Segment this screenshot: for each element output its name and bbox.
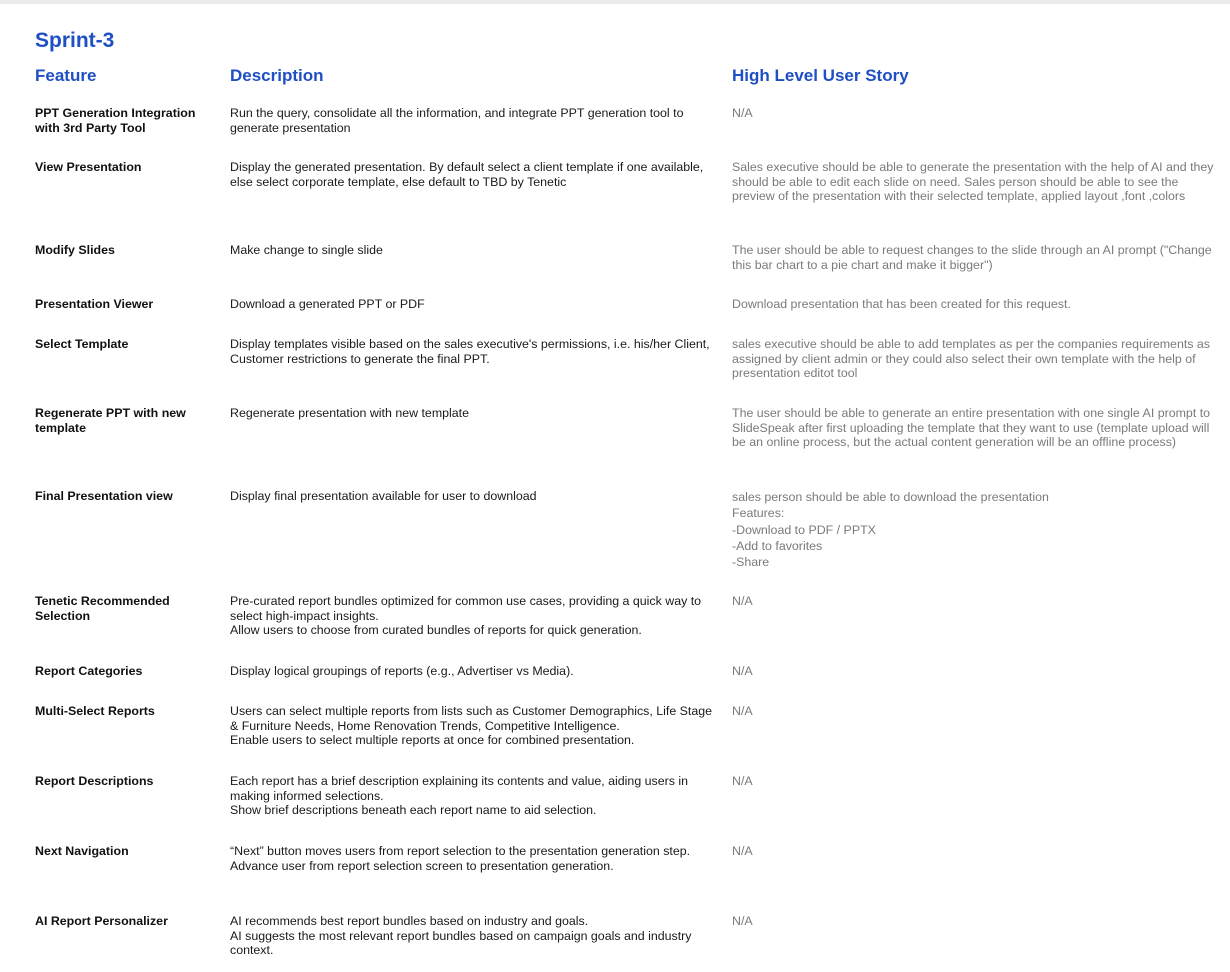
description-cell (230, 406, 732, 489)
feature-cell: Multi-Select Reports (35, 704, 155, 718)
sprint-table-page (35, 28, 1220, 964)
feature-cell: Tenetic Recommended Selection (35, 594, 170, 623)
feature-cell: Next Navigation (35, 844, 129, 858)
table-row (35, 664, 1220, 704)
description-line: Advance user from report selection screen to presentation generation. (230, 858, 614, 873)
description-line: AI suggests the most relevant report bundles based on campaign goals and industry context. (230, 928, 692, 958)
feature-cell: Regenerate PPT with new template (35, 406, 186, 435)
table-row (35, 704, 1220, 774)
user-story-cell (732, 844, 1220, 914)
user-story-cell (732, 160, 1220, 243)
description-line: Show brief descriptions beneath each report name to aid selection. (230, 803, 597, 818)
user-story-line: The user should be able to generate an entire presentation with one single AI prompt to SlideSpeak after first uploading the template that they want to use (template upload will be an online process, but the actual content generation will be an offline process) (732, 406, 1211, 450)
user-story-cell (732, 243, 1220, 297)
user-story-cell (732, 406, 1220, 489)
user-story-cell (732, 297, 1220, 337)
description-cell (230, 297, 732, 337)
user-story-line: N/A (732, 594, 753, 608)
description-cell (230, 844, 732, 914)
user-story-line: -Add to favorites (732, 538, 823, 553)
description-line: Users can select multiple reports from lists such as Customer Demographics, Life Stage & Furniture Needs, Home Renovation Trends, Competitive Intelligence. (230, 704, 713, 733)
description-line: Make change to single slide (230, 243, 383, 257)
user-story-cell (732, 704, 1220, 774)
table-row (35, 160, 1220, 243)
feature-cell: PPT Generation Integration with 3rd Party Tool (35, 106, 196, 135)
description-line: Pre-curated report bundles optimized for common use cases, providing a quick way to select high-impact insights. (230, 594, 702, 623)
user-story-line: sales person should be able to download the presentation (732, 490, 1049, 504)
user-story-column-header: High Level User Story (732, 66, 909, 85)
table-row (35, 914, 1220, 964)
description-cell (230, 664, 732, 704)
description-line: Download a generated PPT or PDF (230, 297, 425, 311)
user-story-cell (732, 594, 1220, 664)
sprint-title: Sprint-3 (35, 29, 115, 52)
description-cell (230, 704, 732, 774)
user-story-line: N/A (732, 664, 753, 678)
description-cell (230, 594, 732, 664)
description-line: Display the generated presentation. By default select a client template if one available, else select corporate template, else default to TBD by Tenetic (230, 160, 704, 189)
feature-cell: Final Presentation view (35, 489, 173, 503)
description-cell (230, 160, 732, 243)
user-story-cell (732, 914, 1220, 964)
user-story-cell (732, 106, 1220, 160)
description-cell (230, 914, 732, 964)
feature-cell: Presentation Viewer (35, 297, 154, 311)
description-line: Display templates visible based on the sales executive's permissions, i.e. his/her Client, Customer restrictions to generate the final PPT. (230, 337, 710, 366)
description-line: AI recommends best report bundles based on industry and goals. (230, 914, 589, 928)
top-border (0, 0, 1230, 4)
table-row (35, 337, 1220, 406)
feature-cell: Select Template (35, 337, 129, 351)
user-story-line: -Download to PDF / PPTX (732, 522, 876, 537)
table-row (35, 106, 1220, 160)
feature-cell: View Presentation (35, 160, 142, 174)
feature-cell: Report Categories (35, 664, 143, 678)
description-line: Run the query, consolidate all the information, and integrate PPT generation tool to generate presentation (230, 106, 684, 135)
description-column-header: Description (230, 66, 324, 85)
table-body (35, 106, 1220, 964)
user-story-cell (732, 489, 1220, 594)
description-cell (230, 243, 732, 297)
description-cell (230, 106, 732, 160)
user-story-cell (732, 337, 1220, 406)
table-row (35, 844, 1220, 914)
description-line: Allow users to choose from curated bundles of reports for quick generation. (230, 623, 642, 638)
table-row (35, 297, 1220, 337)
description-line: Display logical groupings of reports (e.g., Advertiser vs Media). (230, 664, 574, 678)
description-cell (230, 489, 732, 594)
user-story-line: N/A (732, 774, 753, 788)
table-header (35, 66, 1220, 106)
description-cell (230, 337, 732, 406)
feature-column-header: Feature (35, 66, 97, 85)
description-cell (230, 774, 732, 844)
table-row (35, 489, 1220, 594)
table-row (35, 594, 1220, 664)
user-story-line: sales executive should be able to add templates as per the companies requirements as assigned by client admin or they could also select their own template with the help of presentation editot tool (732, 337, 1211, 381)
user-story-line: The user should be able to request changes to the slide through an AI prompt ("Change this bar chart to a pie chart and make it bigger") (732, 243, 1212, 272)
feature-cell: Report Descriptions (35, 774, 154, 788)
description-line: Display final presentation available for user to download (230, 489, 537, 503)
table-row (35, 774, 1220, 844)
user-story-line: -Share (732, 555, 770, 570)
user-story-cell (732, 774, 1220, 844)
user-story-line: Features: (732, 506, 785, 521)
feature-cell: AI Report Personalizer (35, 914, 168, 928)
table-row (35, 406, 1220, 489)
description-line: Enable users to select multiple reports at once for combined presentation. (230, 733, 635, 748)
description-line: Regenerate presentation with new template (230, 406, 470, 420)
user-story-line: N/A (732, 106, 753, 120)
user-story-line: Download presentation that has been created for this request. (732, 297, 1071, 311)
user-story-line: N/A (732, 844, 753, 858)
description-line: Each report has a brief description explaining its contents and value, aiding users in making informed selections. (230, 774, 689, 803)
user-story-cell (732, 664, 1220, 704)
feature-cell: Modify Slides (35, 243, 115, 257)
user-story-line: N/A (732, 914, 753, 928)
description-line: “Next” button moves users from report selection to the presentation generation step. (230, 844, 691, 858)
user-story-line: Sales executive should be able to generate the presentation with the help of AI and they should be able to edit each slide on need. Sales person should be able to see the preview of the presentation with their selected template, applied layout ,font ,colors (732, 160, 1214, 204)
user-story-line: N/A (732, 704, 753, 718)
table-row (35, 243, 1220, 297)
